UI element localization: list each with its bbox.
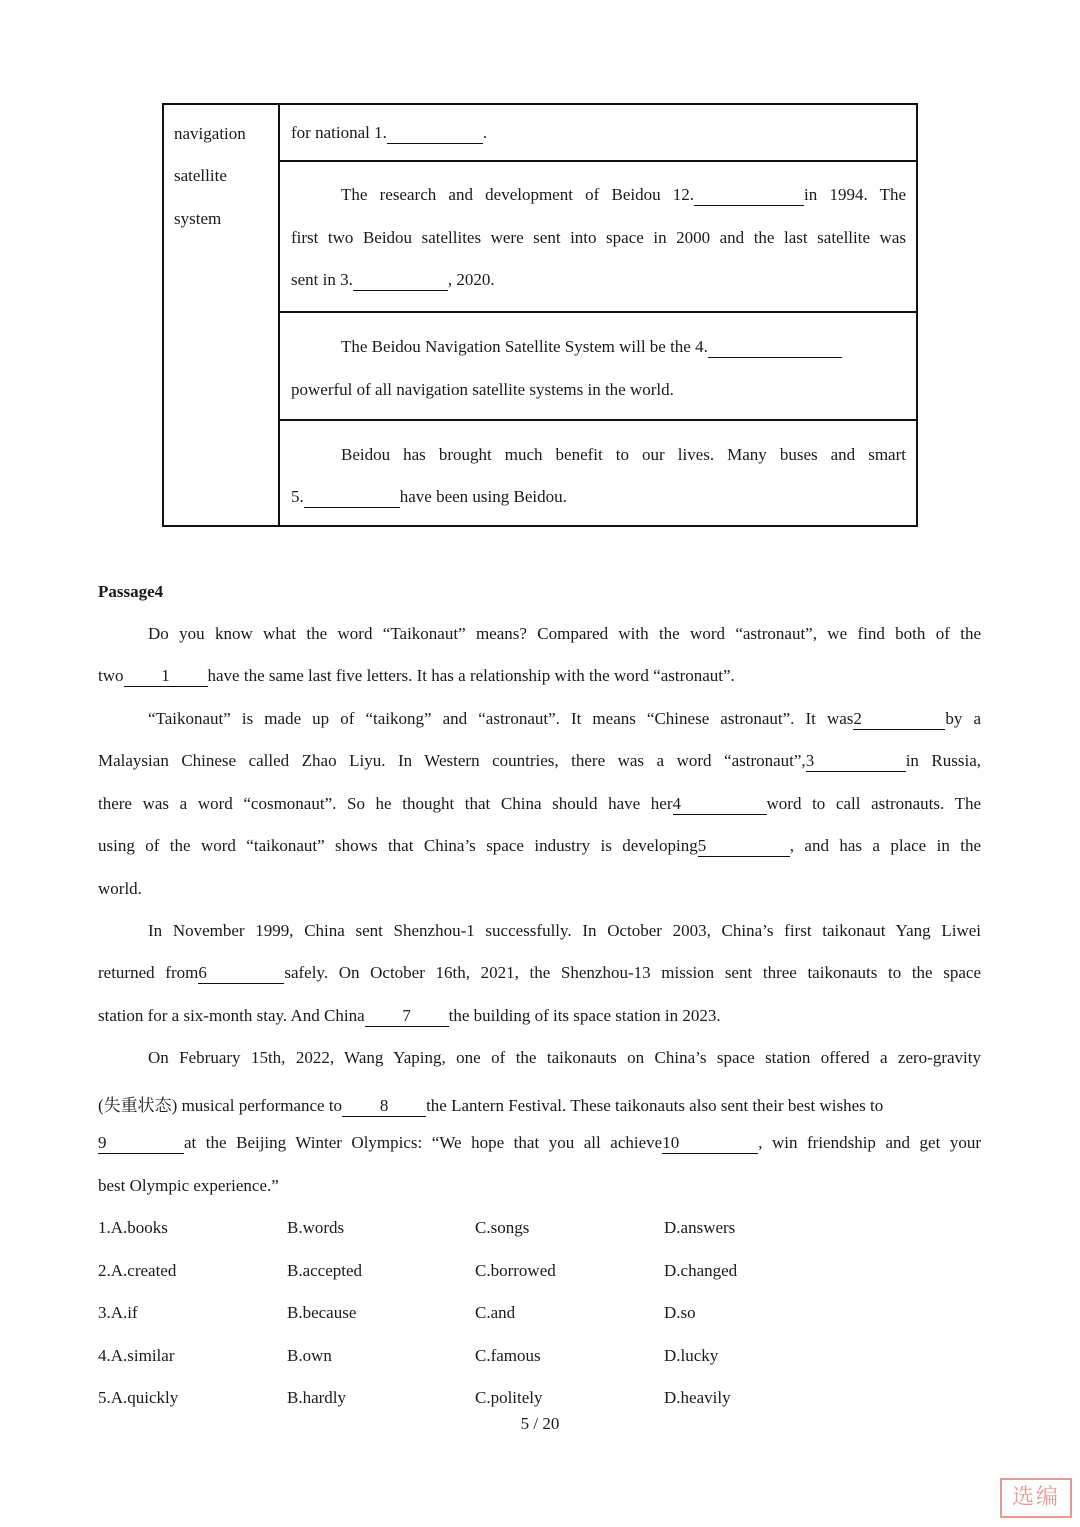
p3-l3-suffix: the building of its space station in 2023. bbox=[448, 1006, 721, 1025]
blank-q1[interactable]: 1 bbox=[124, 667, 208, 687]
blank-q4[interactable]: 4 bbox=[673, 795, 767, 815]
options-row-5 bbox=[98, 1388, 998, 1412]
option-d[interactable]: D.heavily bbox=[664, 1388, 731, 1407]
watermark-stamp: 选编 bbox=[1000, 1478, 1072, 1518]
option-d[interactable]: D.changed bbox=[664, 1261, 738, 1280]
p1-l2-suffix: have the same last five letters. It has a relationship with the word “astronaut”. bbox=[207, 666, 735, 685]
p4-l2-prefix: (失重状态) musical performance to bbox=[98, 1096, 343, 1115]
blank-4[interactable] bbox=[708, 338, 842, 358]
left-label-line: satellite bbox=[174, 166, 227, 185]
table-row-1 bbox=[280, 105, 916, 162]
option-b[interactable]: B.because bbox=[287, 1303, 357, 1322]
p1-l2-prefix: two bbox=[98, 666, 124, 685]
row2-l3-prefix: sent in 3. bbox=[291, 270, 353, 289]
row3-l1-prefix: The Beidou Navigation Satellite System will be the 4. bbox=[341, 337, 708, 356]
p1-l1: Do you know what the word “Taikonaut” means? Compared with the word “astronaut”, we find both of the bbox=[148, 624, 981, 643]
row1-suffix: . bbox=[482, 123, 488, 142]
p4-l1: On February 15th, 2022, Wang Yaping, one of the taikonauts on China’s space station offered a zero-gravity bbox=[148, 1048, 981, 1067]
option-c[interactable]: C.songs bbox=[475, 1218, 530, 1237]
blank-q2[interactable]: 2 bbox=[853, 710, 945, 730]
blank-q7[interactable]: 7 bbox=[365, 1007, 449, 1027]
options-row-1 bbox=[98, 1218, 998, 1242]
blank-2[interactable] bbox=[694, 186, 804, 206]
passage-title: Passage4 bbox=[98, 582, 164, 601]
options-row-2 bbox=[98, 1261, 998, 1285]
option-c[interactable]: C.famous bbox=[475, 1346, 541, 1365]
table-row-4 bbox=[280, 421, 916, 527]
blank-q6[interactable]: 6 bbox=[198, 964, 284, 984]
p2-l2-suffix: in Russia, bbox=[905, 751, 981, 770]
row1-prefix: for national 1. bbox=[291, 123, 387, 142]
blank-q5[interactable]: 5 bbox=[698, 837, 790, 857]
option-c[interactable]: C.borrowed bbox=[475, 1261, 556, 1280]
option-b[interactable]: B.accepted bbox=[287, 1261, 363, 1280]
row2-l1-suffix: in 1994. The bbox=[804, 185, 906, 204]
option-a[interactable]: 4.A.similar bbox=[98, 1346, 175, 1365]
option-a[interactable]: 3.A.if bbox=[98, 1303, 138, 1322]
p2-l2-prefix: Malaysian Chinese called Zhao Liyu. In Western countries, there was a word “astronaut”, bbox=[98, 751, 806, 770]
left-label-line: system bbox=[174, 209, 222, 228]
option-b[interactable]: B.words bbox=[287, 1218, 345, 1237]
p3-l1: In November 1999, China sent Shenzhou-1 successfully. In October 2003, China’s first taikonaut Yang Liwei bbox=[148, 921, 981, 940]
option-d[interactable]: D.so bbox=[664, 1303, 696, 1322]
table-row-3 bbox=[280, 313, 916, 421]
row4-l1: Beidou has brought much benefit to our lives. Many buses and smart bbox=[341, 445, 906, 464]
option-b[interactable]: B.hardly bbox=[287, 1388, 347, 1407]
blank-5[interactable] bbox=[304, 488, 400, 508]
options-row-4 bbox=[98, 1346, 998, 1370]
option-c[interactable]: C.and bbox=[475, 1303, 516, 1322]
left-label-line: navigation bbox=[174, 124, 246, 143]
p2-l1-prefix: “Taikonaut” is made up of “taikong” and “astronaut”. It means “Chinese astronaut”. It was bbox=[148, 709, 854, 728]
p4-l4: best Olympic experience.” bbox=[98, 1176, 279, 1195]
blank-q3[interactable]: 3 bbox=[806, 752, 906, 772]
p4-l3-mid: at the Beijing Winter Olympics: “We hope that you all achieve bbox=[184, 1133, 663, 1152]
p3-l2-prefix: returned from bbox=[98, 963, 199, 982]
option-a[interactable]: 2.A.created bbox=[98, 1261, 177, 1280]
row4-l2-suffix: have been using Beidou. bbox=[399, 487, 567, 506]
blank-q9[interactable]: 9 bbox=[98, 1134, 184, 1154]
p2-l3-prefix: there was a word “cosmonaut”. So he thought that China should have her bbox=[98, 794, 673, 813]
page-number: 5 / 20 bbox=[520, 1414, 560, 1433]
option-d[interactable]: D.answers bbox=[664, 1218, 736, 1237]
info-table bbox=[162, 103, 918, 527]
p2-l1-suffix: by a bbox=[945, 709, 982, 728]
row2-l3-suffix: , 2020. bbox=[447, 270, 495, 289]
blank-q10[interactable]: 10 bbox=[662, 1134, 758, 1154]
row3-l2: powerful of all navigation satellite systems in the world. bbox=[291, 380, 674, 399]
row2-l1-prefix: The research and development of Beidou 12. bbox=[341, 185, 695, 204]
blank-1[interactable] bbox=[387, 124, 483, 144]
p2-l5: world. bbox=[98, 879, 142, 898]
p2-l4-suffix: , and has a place in the bbox=[789, 836, 981, 855]
option-b[interactable]: B.own bbox=[287, 1346, 332, 1365]
p3-l3-prefix: station for a six-month stay. And China bbox=[98, 1006, 365, 1025]
option-d[interactable]: D.lucky bbox=[664, 1346, 719, 1365]
blank-3[interactable] bbox=[353, 271, 448, 291]
option-c[interactable]: C.politely bbox=[475, 1388, 543, 1407]
p2-l4-prefix: using of the word “taikonaut” shows that China’s space industry is developing bbox=[98, 836, 698, 855]
options-row-3 bbox=[98, 1303, 998, 1327]
option-a[interactable]: 5.A.quickly bbox=[98, 1388, 179, 1407]
p3-l2-suffix: safely. On October 16th, 2021, the Shenzhou-13 mission sent three taikonauts to the space bbox=[284, 963, 981, 982]
row4-l2-prefix: 5. bbox=[291, 487, 304, 506]
table-left-label bbox=[164, 105, 280, 525]
table-row-2 bbox=[280, 162, 916, 313]
blank-q8[interactable]: 8 bbox=[342, 1097, 426, 1117]
row2-l2: first two Beidou satellites were sent into space in 2000 and the last satellite was bbox=[291, 228, 906, 247]
option-a[interactable]: 1.A.books bbox=[98, 1218, 168, 1237]
p2-l3-suffix: word to call astronauts. The bbox=[766, 794, 981, 813]
p4-l3-suffix: , win friendship and get your bbox=[758, 1133, 982, 1152]
p4-l2-suffix: the Lantern Festival. These taikonauts also sent their best wishes to bbox=[426, 1096, 884, 1115]
